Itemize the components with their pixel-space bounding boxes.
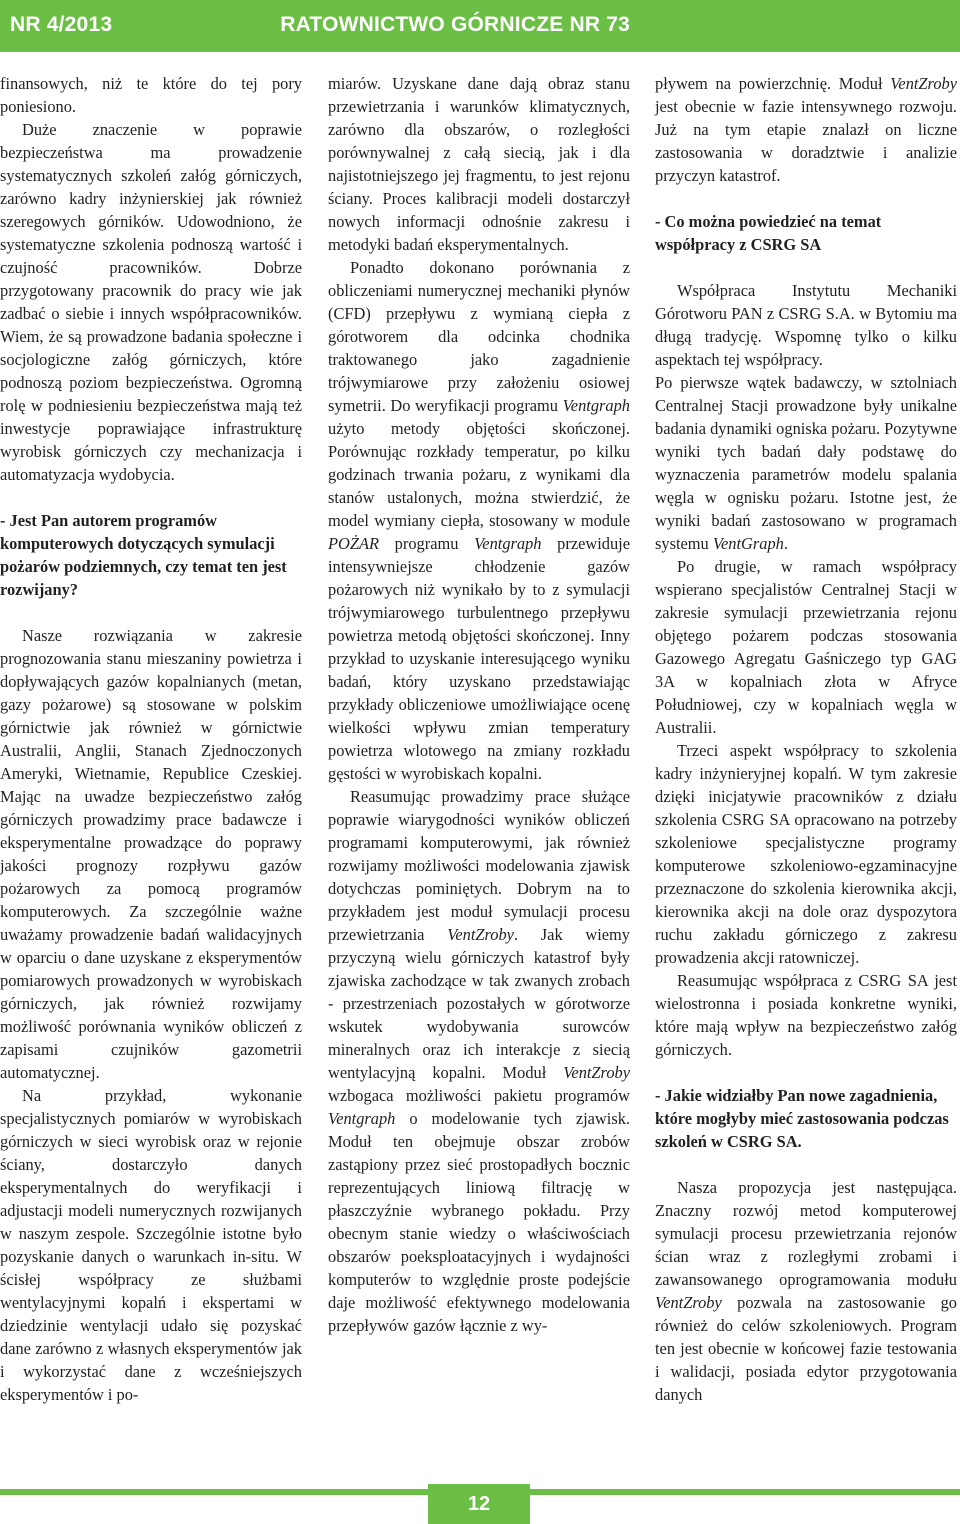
paragraph: Duże znaczenie w poprawie bezpieczeństwa ma prowadzenie systematycznych szkoleń załóg górniczych, zarówno kadry inżynierskiej jak również szeregowych górników. Udowodniono, że systematyczne szkolenia podnoszą wartość i czujność pracowników. Dobrze przygotowany pracownik do pracy wie jak zadbać o siebie i innych współpracowników. Wiem, że są prowadzone badania społeczne i socjologiczne załóg górniczych, które podnoszą poziom bezpieczeństwa. Ogromną rolę w podniesieniu bezpieczeństwa mają też inwestycje poprawiające infrastrukturę wyrobisk górniczych czy mechanizacja i automatyzacja wydobycia. [0,120,302,484]
journal-title: RATOWNICTWO GÓRNICZE NR 73 [280,13,630,36]
paragraph [328,785,630,1337]
paragraph [655,72,957,187]
paragraph: Reasumując współpraca z CSRG SA jest wielostronna i posiada konkretne wyniki, które mają wpływ na bezpieczeństwo załóg górniczych. [655,971,957,1059]
paragraph: finansowych, niż te które do tej pory poniesiono. [0,74,302,116]
text-run: Ponadto dokonano porównania z obliczeniami numerycznej mechaniki płynów (CFD) przepływu z wymianą ciepła z górotworem dla odcinka chodnika traktowanego jako zagadnienie trójwymiarowe przy założeniu osiowej symetrii. Do weryfikacji programu [328,258,630,415]
text-column-2 [328,72,630,1337]
paragraph [328,256,630,785]
paragraph: Współpraca Instytutu Mechaniki Górotworu PAN z CSRG S.A. w Bytomiu ma długą tradycję. Wspomnę tylko o kilku aspektach tej współpracy. [655,281,957,369]
text-run: pływem na powierzchnię. Moduł [655,74,891,93]
interview-question: - Co można powiedzieć na temat współpracy z CSRG SA [655,212,882,254]
page-number: 12 [428,1484,530,1524]
page-header [0,0,960,52]
module-name: POŻAR [328,534,379,553]
program-name: Ventgraph [328,1109,396,1128]
module-name: VentZroby [890,74,957,93]
interview-question: - Jest Pan autorem programów komputerowych dotyczących symulacji pożarów podziemnych, czy temat ten jest rozwijany? [0,511,287,599]
text-run: . Jak wiemy przyczyną wielu górniczych katastrof były zjawiska zachodzące w tak zwanych zrobach - przestrzeniach pozostałych w górotworze wskutek wydobywania surowców mineralnych oraz ich interakcje z siecią wentylacyjną kopalni. Moduł [328,925,630,1082]
program-name: Ventgraph [562,396,630,415]
text-run: Reasumując prowadzimy prace służące poprawie wiarygodności wyników obliczeń programami komputerowymi, jak również rozwijamy możliwości modelowania zjawisk dotychczas pominiętych. Dobrym na to przykładem jest moduł symulacji procesu przewietrzania [328,787,630,944]
text-column-3 [655,72,957,1406]
text-run: o modelowanie tych zjawisk. Moduł ten obejmuje obszar zrobów zastąpiony przez sieć prostopadłych bocznic reprezentujących liniową filtrację w płaszczyźnie wybranego pokładu. Przy obecnym stanie wiedzy o właściwościach obszarów poeksploatacyjnych i wydajności komputerów to względnie proste podejście daje możliwość efektywnego modelowania przepływów gazów łącznie z wy- [328,1109,630,1335]
text-run: Nasza propozycja jest następująca. Znaczny rozwój metod komputerowej symulacji procesu przewietrzania rejonów ścian wraz z rozległymi zrobami i zawansowanego oprogramowania modułu [655,1178,957,1289]
text-run: . [783,534,788,553]
text-run: Po pierwsze wątek badawczy, w sztolniach Centralnej Stacji prowadzone były unikalne badania dynamiki ogniska pożaru. Pozytywne wyniki tych badań dały podstawę do wyznaczenia parametrów modelu spalania węgla w ognisku pożaru. Istotne jest, że wyniki badań zastosowano w programach systemu [655,373,957,553]
program-name: VentGraph [712,534,784,553]
paragraph [655,1176,957,1406]
program-name: Ventgraph [474,534,542,553]
text-column-1 [0,72,302,1406]
text-run: użyto metody objętości skończonej. Porównując rozkłady temperatur, po kilku godzinach trwania pożaru, z wynikami dla stanów ustalonych, można stwierdzić, że model wymiany ciepła, stosowany w module [328,419,630,530]
text-run: przewiduje intensywniejsze chłodzenie gazów pożarowych niż wynikało by to z symulacji trójwymiarowego turbulentnego przepływu powietrza metodą objętości skończonej. Inny przykład to uzyskanie interesującego wyniku badań, który uzyskano przedstawiając przykłady obliczeniowe umożliwiające ocenę wielkości wpływu zmian temperatury powietrza wlotowego na zmiany rozkładu gęstości w wyrobiskach kopalni. [328,534,630,783]
paragraph: Na przykład, wykonanie specjalistycznych pomiarów w wyrobiskach górniczych w sieci wyrobisk oraz w rejonie ściany, dostarczyło danych eksperymentalnych do weryfikacji i adjustacji modeli numerycznych rozwijanych w naszym zespole. Szczególnie istotne było pozyskanie danych o warunkach in-situ. W ścisłej współpracy ze służbami wentylacyjnymi kopalń i ekspertami w dziedzinie wentylacji udało się pozyskać dane zarówno z własnych eksperymentów jak i wykorzystać dane z wcześniejszych eksperymentów i po- [0,1086,302,1404]
text-run: programu [379,534,475,553]
interview-question: - Jakie widziałby Pan nowe zagadnienia, które mogłyby mieć zastosowania podczas szkoleń w CSRG SA. [655,1086,949,1151]
module-name: VentZroby [563,1063,630,1082]
paragraph: Po drugie, w ramach współpracy wspierano specjalistów Centralnej Stacji w zakresie symulacji przewietrzania rejonu objętego pożarem podczas stosowania Gazowego Agregatu Gaśniczego typ GAG 3A w kopalniach złota w Afryce Południowej, czy w kopalniach węgla w Australii. [655,557,957,737]
module-name: VentZroby [655,1293,722,1312]
text-run: jest obecnie w fazie intensywnego rozwoju. Już na tym etapie znalazł on liczne zastosowania w doradztwie i analizie przyczyn katastrof. [655,97,957,185]
text-run: wzbogaca możliwości pakietu programów [328,1086,630,1105]
module-name: VentZroby [447,925,514,944]
paragraph: Nasze rozwiązania w zakresie prognozowania stanu mieszaniny powietrza i dopływających gazów kopalnianych (metan, gazy pożarowe) są stosowane w polskim górnictwie jak również w górnictwie Australii, Anglii, Stanach Zjednoczonych Ameryki, Wietnamie, Republice Czeskiej. Mając na uwadze bezpieczeństwo załóg górniczych prowadzimy prace badawcze i eksperymentalne prowadzące do poprawy jakości prognozy rozpływu gazów pożarowych za pomocą programów komputerowych. Za szczególnie ważne uważamy prowadzenie badań walidacyjnych w oparciu o dane uzyskane z eksperymentów pomiarowych prowadzonych w wyrobiskach górniczych, jak również rozwijamy możliwość porównania wyników obliczeń z zapisami czujników gazometrii automatycznej. [0,626,302,1082]
paragraph: Trzeci aspekt współpracy to szkolenia kadry inżynieryjnej kopalń. W tym zakresie dzięki inicjatywie pracowników z działu szkolenia CSRG SA opracowano na potrzeby szkoleniowe specjalistyczne programy komputerowe szkoleniowo-egzaminacyjne przeznaczone do szkolenia kierownika akcji, kierownika akcji na dole oraz dyspozytora ruchu zakładu górniczego z zakresu prowadzenia akcji ratowniczej. [655,741,957,967]
paragraph [655,371,957,555]
paragraph: miarów. Uzyskane dane dają obraz stanu przewietrzania i warunków klimatycznych, zarówno dla obszarów, o rozległości porównywalnej z całą siecią, jak i dla najistotniejszego jej fragmentu, to jest rejonu ściany. Proces kalibracji modeli dostarczył nowych informacji odnośnie zakresu i metodyki badań eksperymentalnych. [328,74,630,254]
text-run: pozwala na zastosowanie go również do celów szkoleniowych. Program ten jest obecnie w końcowej fazie testowania i walidacji, posiada edytor przygotowania danych [655,1293,957,1404]
issue-number: NR 4/2013 [10,13,113,36]
